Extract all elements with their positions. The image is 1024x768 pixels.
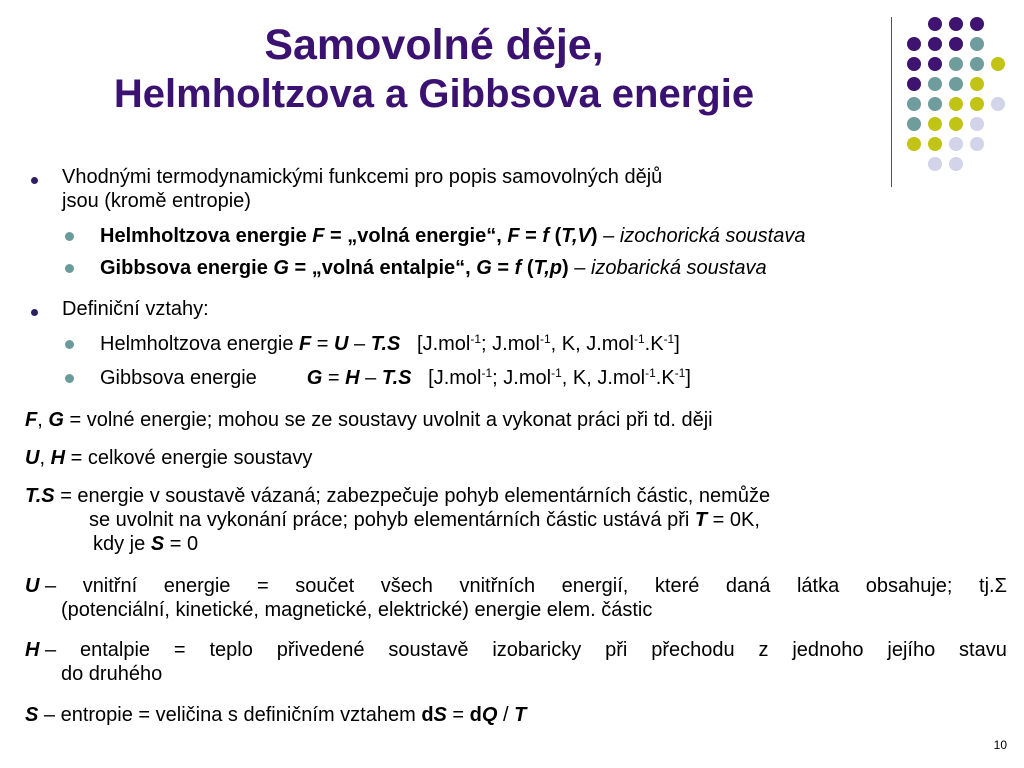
p6-t: T	[514, 704, 527, 726]
relation-gibbs: Gibbsova energie G = H – T.S [J.mol$^{-1}$; J.mol$^{-1}$, K, $J.mol^{-1}.K^{-1}$]	[100, 366, 691, 389]
helm-dash: –	[597, 225, 620, 247]
p5-word: =	[173, 639, 186, 661]
rel2-exp: -1	[645, 366, 656, 380]
p6-eq: =	[446, 704, 470, 726]
paragraph-ts	[25, 484, 1007, 556]
rel2-exp: -1	[551, 366, 562, 380]
definition-heading: Definiční vztahy:	[62, 298, 209, 320]
title-line-2: Helmholtzova a Gibbsova energie	[113, 72, 755, 116]
p4-word: součet	[295, 575, 355, 597]
relation-helmholtz: Helmholtzova energie F = U – T.S [J.mol$^{-1}$; J.mol$^{-1}$, K, $J.mol^{-1}.K^{-1}$]	[100, 332, 680, 355]
p3-line-3b: = 0	[164, 533, 199, 555]
rel2-exp: -1	[481, 366, 493, 380]
helm-eq: = „volná energie“,	[324, 225, 508, 247]
p2-text: = celkové energie soustavy	[65, 447, 313, 469]
p4-word: všech	[380, 575, 433, 597]
intro-line-2: jsou (kromě entropie)	[62, 190, 251, 212]
p1-text: = volné energie; mohou se ze soustavy uvolnit a vykonat práci při td. ději	[63, 409, 713, 431]
paragraph-u-h: U, H = celkové energie soustavy	[25, 447, 313, 469]
gibbs-item: Gibbsova energie G = „volná entalpie“, G = f (T,p) – izobarická soustava	[100, 257, 767, 279]
p3-line-2b: = 0K,	[707, 509, 760, 531]
gibbs-symbol-2: G	[476, 257, 492, 279]
p3-symbol: T.S	[25, 485, 55, 507]
p3-symbol-s: S	[150, 533, 165, 555]
sub-bullet-icon	[65, 374, 74, 383]
helm-desc: izochorická soustava	[619, 225, 806, 247]
p5-word: stavu	[959, 639, 1007, 661]
paragraph-s	[25, 703, 1007, 727]
rel2-units-b: ; J.mol	[492, 367, 552, 389]
rel1-units-c: , K, J.mol	[550, 333, 634, 355]
rel2-units-d: .K	[655, 367, 675, 389]
p5-line-1-row	[25, 638, 1007, 662]
p5-word: soustavě	[388, 639, 469, 661]
p3-line-1: = energie v soustavě vázaná; zabezpečuje pohyb elementárních částic, nemůže	[54, 485, 771, 507]
bullet-icon	[31, 309, 38, 316]
p6-d2: d	[469, 704, 482, 726]
helmholtz-item: Helmholtzova energie F = „volná energie“, F = f (T,V) – izochorická soustava	[100, 225, 806, 247]
rel2-exp: -1	[674, 366, 686, 380]
p2-symbol-h: H	[50, 447, 66, 469]
bullet-icon	[31, 177, 38, 184]
gibbs-dash: –	[568, 257, 591, 279]
p4-word: energií,	[561, 575, 629, 597]
helm-symbol-2: F	[507, 225, 520, 247]
gibbs-function: f	[514, 257, 522, 279]
p4-word: tj.Σ	[979, 575, 1007, 597]
p5-word: jejího	[887, 639, 936, 661]
gibbs-vars: T,p	[533, 257, 563, 279]
p5-word: entalpie	[80, 639, 151, 661]
p5-word: přivedené	[276, 639, 365, 661]
p3-line-2a: se uvolnit na vykonání práce; pohyb elementárních částic ustává při	[89, 509, 695, 531]
p4-word: =	[256, 575, 269, 597]
p4-word: U –	[25, 575, 57, 597]
p4-word: látka	[796, 575, 840, 597]
rel1-name: Helmholtzova energie	[100, 333, 294, 355]
p5-word: přechodu	[651, 639, 735, 661]
helm-symbol: F	[312, 225, 325, 247]
rel2-ts: T.S	[381, 367, 412, 389]
sub-bullet-icon	[65, 264, 74, 273]
p6-s2: S	[433, 704, 447, 726]
gibbs-desc: izobarická soustava	[590, 257, 767, 279]
sub-bullet-icon	[65, 232, 74, 241]
p4-word: daná	[725, 575, 771, 597]
rel1-mid: U	[334, 333, 349, 355]
rel1-units-d: .K	[644, 333, 664, 355]
gibbs-name: Gibbsova energie	[100, 257, 268, 279]
rel1-ts: T.S	[370, 333, 401, 355]
rel2-mid: H	[345, 367, 360, 389]
rel1-exp: -1	[470, 332, 482, 346]
title-line-1: Samovolné děje,	[264, 21, 604, 69]
p6-slash: /	[497, 704, 515, 726]
rel1-exp: -1	[633, 332, 645, 346]
p4-line-2: (potenciální, kinetické, magnetické, elektrické) energie elem. částic	[61, 599, 653, 621]
p5-word: teplo	[209, 639, 253, 661]
p4-word: energie	[163, 575, 231, 597]
rel1-exp: -1	[663, 332, 675, 346]
gibbs-eq: = „volná entalpie“,	[288, 257, 477, 279]
rel2-units-e: ]	[685, 367, 691, 389]
p4-word: vnitřních	[459, 575, 536, 597]
sub-bullet-icon	[65, 340, 74, 349]
p5-line-2: do druhého	[61, 663, 163, 685]
rel1-units-e: ]	[674, 333, 680, 355]
p2-symbol-u: U	[25, 447, 40, 469]
rel2-name: Gibbsova energie	[100, 367, 257, 389]
p5-word: z	[758, 639, 769, 661]
rel1-exp: -1	[539, 332, 551, 346]
gibbs-symbol: G	[273, 257, 289, 279]
p4-word: obsahuje;	[865, 575, 953, 597]
p3-symbol-t: T	[694, 509, 708, 531]
p1-symbol-f: F	[25, 409, 38, 431]
paragraph-f-g: F, G = volné energie; mohou se ze soustavy uvolnit a vykonat práci při td. ději	[25, 409, 713, 431]
rel1-units-b: ; J.mol	[481, 333, 540, 355]
p6-q: Q	[481, 704, 498, 726]
helm-function: f	[542, 225, 550, 247]
rel2-units-a: [J.mol	[428, 367, 482, 389]
p5-word: jednoho	[792, 639, 864, 661]
p4-word: vnitřní	[82, 575, 138, 597]
intro-bullet	[62, 165, 852, 213]
p6-d1: d	[421, 704, 434, 726]
rel2-units-c: , K, J.mol	[561, 367, 646, 389]
p4-line-1-row	[25, 574, 1007, 598]
page-number: 10	[993, 738, 1007, 752]
p6-text: – entropie = veličina s definičním vztahem	[38, 704, 422, 726]
p6-symbol: S	[25, 704, 39, 726]
intro-line-1: Vhodnými termodynamickými funkcemi pro popis samovolných dějů	[62, 166, 663, 188]
p5-word: H –	[25, 639, 57, 661]
paragraph-h	[25, 638, 1007, 686]
p5-word: při	[605, 639, 628, 661]
helm-name: Helmholtzova energie	[100, 225, 307, 247]
rel2-lhs: G	[306, 367, 323, 389]
p3-line-3a: kdy je	[93, 533, 151, 555]
p1-symbol-g: G	[48, 409, 64, 431]
helm-vars: T,V	[561, 225, 591, 247]
p5-word: izobaricky	[492, 639, 582, 661]
rel1-lhs: F	[299, 333, 312, 355]
rel1-units-a: [J.mol	[417, 333, 471, 355]
p4-word: které	[654, 575, 700, 597]
paragraph-u	[25, 574, 1007, 622]
